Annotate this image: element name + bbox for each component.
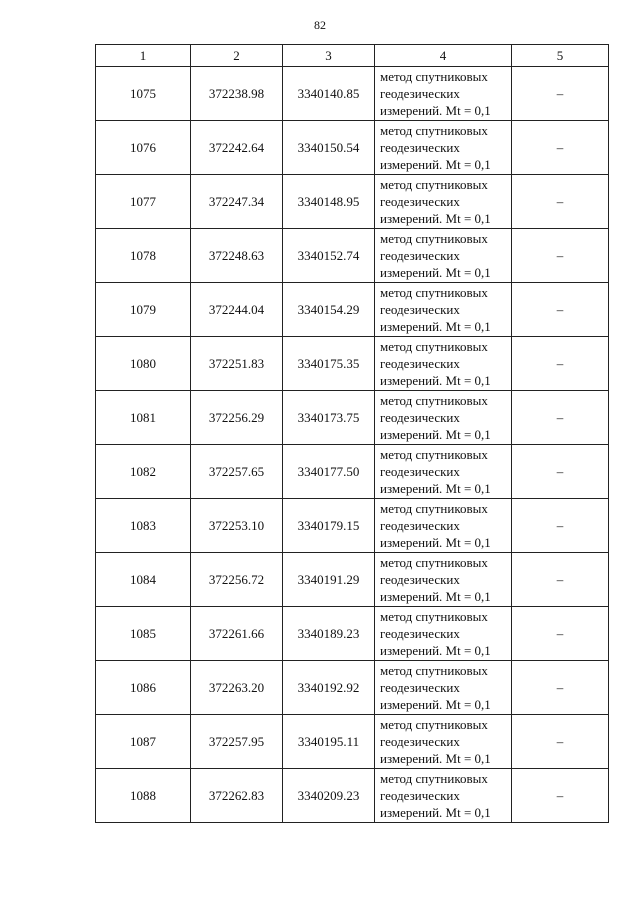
table-row [96,769,609,823]
method-text-line: измерений. Mt = 0,1 [380,751,491,766]
note-cell: – [512,715,609,769]
method-text-line: геодезических [380,464,460,479]
table-row [96,229,609,283]
table-row [96,553,609,607]
y-coordinate-cell: 3340179.15 [283,499,375,553]
point-id-cell: 1084 [96,553,191,607]
column-header: 3 [283,45,375,67]
table-row [96,337,609,391]
x-coordinate-cell: 372257.65 [191,445,283,499]
y-coordinate-cell: 3340173.75 [283,391,375,445]
x-coordinate-cell: 372263.20 [191,661,283,715]
method-text-line: измерений. Mt = 0,1 [380,373,491,388]
method-text-line: геодезических [380,572,460,587]
method-text-line: измерений. Mt = 0,1 [380,697,491,712]
method-text-line: геодезических [380,86,460,101]
method-text-line: метод спутниковых [380,285,488,300]
coordinates-table [95,44,609,823]
method-cell [375,67,512,121]
x-coordinate-cell: 372256.72 [191,553,283,607]
method-text-line: метод спутниковых [380,771,488,786]
method-text-line: измерений. Mt = 0,1 [380,211,491,226]
method-text-line: измерений. Mt = 0,1 [380,319,491,334]
method-text-line: метод спутниковых [380,609,488,624]
point-id-cell: 1078 [96,229,191,283]
method-cell [375,175,512,229]
x-coordinate-cell: 372262.83 [191,769,283,823]
point-id-cell: 1086 [96,661,191,715]
note-cell: – [512,175,609,229]
note-cell: – [512,229,609,283]
x-coordinate-cell: 372238.98 [191,67,283,121]
column-header: 2 [191,45,283,67]
method-cell [375,661,512,715]
x-coordinate-cell: 372256.29 [191,391,283,445]
table-row [96,661,609,715]
method-text-line: геодезических [380,302,460,317]
table-row [96,67,609,121]
note-cell: – [512,283,609,337]
method-text-line: геодезических [380,194,460,209]
point-id-cell: 1077 [96,175,191,229]
column-header: 4 [375,45,512,67]
method-text-line: метод спутниковых [380,663,488,678]
method-text-line: геодезических [380,410,460,425]
point-id-cell: 1080 [96,337,191,391]
method-text-line: измерений. Mt = 0,1 [380,103,491,118]
method-text-line: измерений. Mt = 0,1 [380,643,491,658]
method-text-line: геодезических [380,680,460,695]
method-text-line: геодезических [380,140,460,155]
method-text-line: геодезических [380,626,460,641]
method-cell [375,715,512,769]
method-text-line: метод спутниковых [380,501,488,516]
method-cell [375,769,512,823]
y-coordinate-cell: 3340140.85 [283,67,375,121]
method-text-line: метод спутниковых [380,555,488,570]
method-cell [375,283,512,337]
method-text-line: метод спутниковых [380,177,488,192]
y-coordinate-cell: 3340195.11 [283,715,375,769]
point-id-cell: 1075 [96,67,191,121]
y-coordinate-cell: 3340192.92 [283,661,375,715]
x-coordinate-cell: 372251.83 [191,337,283,391]
method-text-line: метод спутниковых [380,393,488,408]
note-cell: – [512,67,609,121]
y-coordinate-cell: 3340177.50 [283,445,375,499]
y-coordinate-cell: 3340152.74 [283,229,375,283]
method-text-line: геодезических [380,788,460,803]
table-row [96,121,609,175]
method-text-line: метод спутниковых [380,447,488,462]
method-text-line: измерений. Mt = 0,1 [380,535,491,550]
table-row [96,391,609,445]
method-cell [375,445,512,499]
x-coordinate-cell: 372242.64 [191,121,283,175]
y-coordinate-cell: 3340191.29 [283,553,375,607]
table-row [96,175,609,229]
point-id-cell: 1081 [96,391,191,445]
y-coordinate-cell: 3340209.23 [283,769,375,823]
method-text-line: измерений. Mt = 0,1 [380,265,491,280]
method-cell [375,607,512,661]
note-cell: – [512,553,609,607]
table-row [96,499,609,553]
method-cell [375,499,512,553]
x-coordinate-cell: 372248.63 [191,229,283,283]
table-header-row [96,45,609,67]
note-cell: – [512,337,609,391]
table-row [96,715,609,769]
method-text-line: метод спутниковых [380,717,488,732]
method-text-line: измерений. Mt = 0,1 [380,481,491,496]
point-id-cell: 1087 [96,715,191,769]
method-text-line: геодезических [380,248,460,263]
point-id-cell: 1083 [96,499,191,553]
point-id-cell: 1079 [96,283,191,337]
method-cell [375,229,512,283]
point-id-cell: 1082 [96,445,191,499]
note-cell: – [512,607,609,661]
note-cell: – [512,445,609,499]
point-id-cell: 1088 [96,769,191,823]
note-cell: – [512,121,609,175]
method-cell [375,391,512,445]
x-coordinate-cell: 372261.66 [191,607,283,661]
x-coordinate-cell: 372247.34 [191,175,283,229]
column-header: 5 [512,45,609,67]
note-cell: – [512,391,609,445]
column-header: 1 [96,45,191,67]
x-coordinate-cell: 372257.95 [191,715,283,769]
method-text-line: измерений. Mt = 0,1 [380,805,491,820]
method-text-line: метод спутниковых [380,69,488,84]
note-cell: – [512,499,609,553]
method-text-line: измерений. Mt = 0,1 [380,589,491,604]
method-text-line: измерений. Mt = 0,1 [380,157,491,172]
x-coordinate-cell: 372253.10 [191,499,283,553]
method-cell [375,121,512,175]
method-text-line: геодезических [380,518,460,533]
y-coordinate-cell: 3340175.35 [283,337,375,391]
note-cell: – [512,661,609,715]
y-coordinate-cell: 3340154.29 [283,283,375,337]
y-coordinate-cell: 3340148.95 [283,175,375,229]
note-cell: – [512,769,609,823]
method-text-line: геодезических [380,734,460,749]
method-text-line: метод спутниковых [380,231,488,246]
y-coordinate-cell: 3340189.23 [283,607,375,661]
method-text-line: измерений. Mt = 0,1 [380,427,491,442]
table-row [96,283,609,337]
method-cell [375,553,512,607]
method-text-line: метод спутниковых [380,123,488,138]
method-text-line: метод спутниковых [380,339,488,354]
method-text-line: геодезических [380,356,460,371]
method-cell [375,337,512,391]
table-row [96,607,609,661]
point-id-cell: 1076 [96,121,191,175]
y-coordinate-cell: 3340150.54 [283,121,375,175]
x-coordinate-cell: 372244.04 [191,283,283,337]
table-row [96,445,609,499]
page-number: 82 [314,18,326,32]
point-id-cell: 1085 [96,607,191,661]
